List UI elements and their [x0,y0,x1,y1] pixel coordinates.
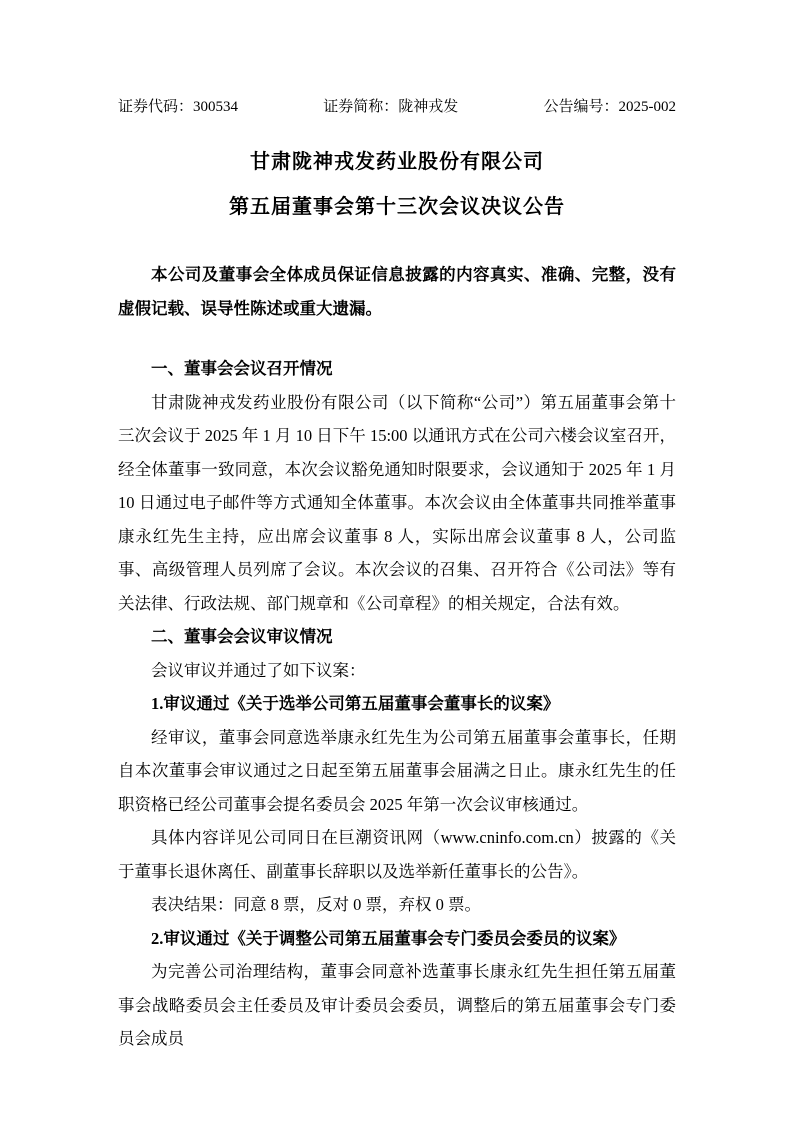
para-item2-adjustment: 为完善公司治理结构，董事会同意补选董事长康永红先生担任第五届董事会战略委员会主任委员及审计委员会委员，调整后的第五届董事会专门委员会成员 [118,962,676,1048]
para-review-intro: 会议审议并通过了如下议案： [151,660,366,680]
truthfulness-statement: 本公司及董事会全体成员保证信息披露的内容真实、准确、完整，没有虚假记载、误导性陈述或重大遗漏。 [118,265,676,318]
para-item1-disclosure: 具体内容详见公司同日在巨潮资讯网（www.cninfo.com.cn）披露的《关于董事长退休离任、副董事长辞职以及选举新任董事长的公告》。 [118,828,676,881]
para-item1-resolution: 经审议，董事会同意选举康永红先生为公司第五届董事会董事长，任期自本次董事会审议通过之日起至第五届董事会届满之日止。康永红先生的任职资格已经公司董事会提名委员会 2025 年第一次会议审核通过。 [118,727,676,814]
para-item1-vote-result: 表决结果：同意 8 票，反对 0 票，弃权 0 票。 [151,895,481,914]
announcement-title: 第五届董事会第十三次会议决议公告 [229,196,565,218]
doc-header [118,97,676,118]
item-2-heading: 2.审议通过《关于调整公司第五届董事会专门委员会委员的议案》 [151,928,626,948]
company-name-title: 甘肃陇神戎发药业股份有限公司 [250,151,544,173]
section-2-heading: 二、董事会会议审议情况 [151,627,333,646]
section-1-heading: 一、董事会会议召开情况 [151,359,333,378]
doc-title [118,140,676,230]
stock-name: 证券简称：陇神戎发 [323,99,459,115]
stock-code: 证券代码：300534 [118,99,239,115]
item-1-heading: 1.审议通过《关于选举公司第五届董事会董事长的议案》 [151,694,560,713]
para-meeting-convening: 甘肃陇神戎发药业股份有限公司（以下简称“公司”）第五届董事会第十三次会议于 2025 年 1 月 10 日下午 15:00 以通讯方式在公司六楼会议室召开，经全体董事一致同意，本次会议豁免通知时限要求，会议通知于 2025 年 1 月 10 日通过电子邮件等方式通知全体董事。本次会议由全体董事共同推举董事康永红先生主持，应出席会议董事 8 人，实际出席会议董事 8 人，公司监事、高级管理人员列席了会议。本次会议的召集、召开符合《公司法》等有关法律、行政法规、部门规章和《公司章程》的相关规定，合法有效。 [118,392,676,613]
announcement-number: 公告编号：2025-002 [543,99,676,115]
